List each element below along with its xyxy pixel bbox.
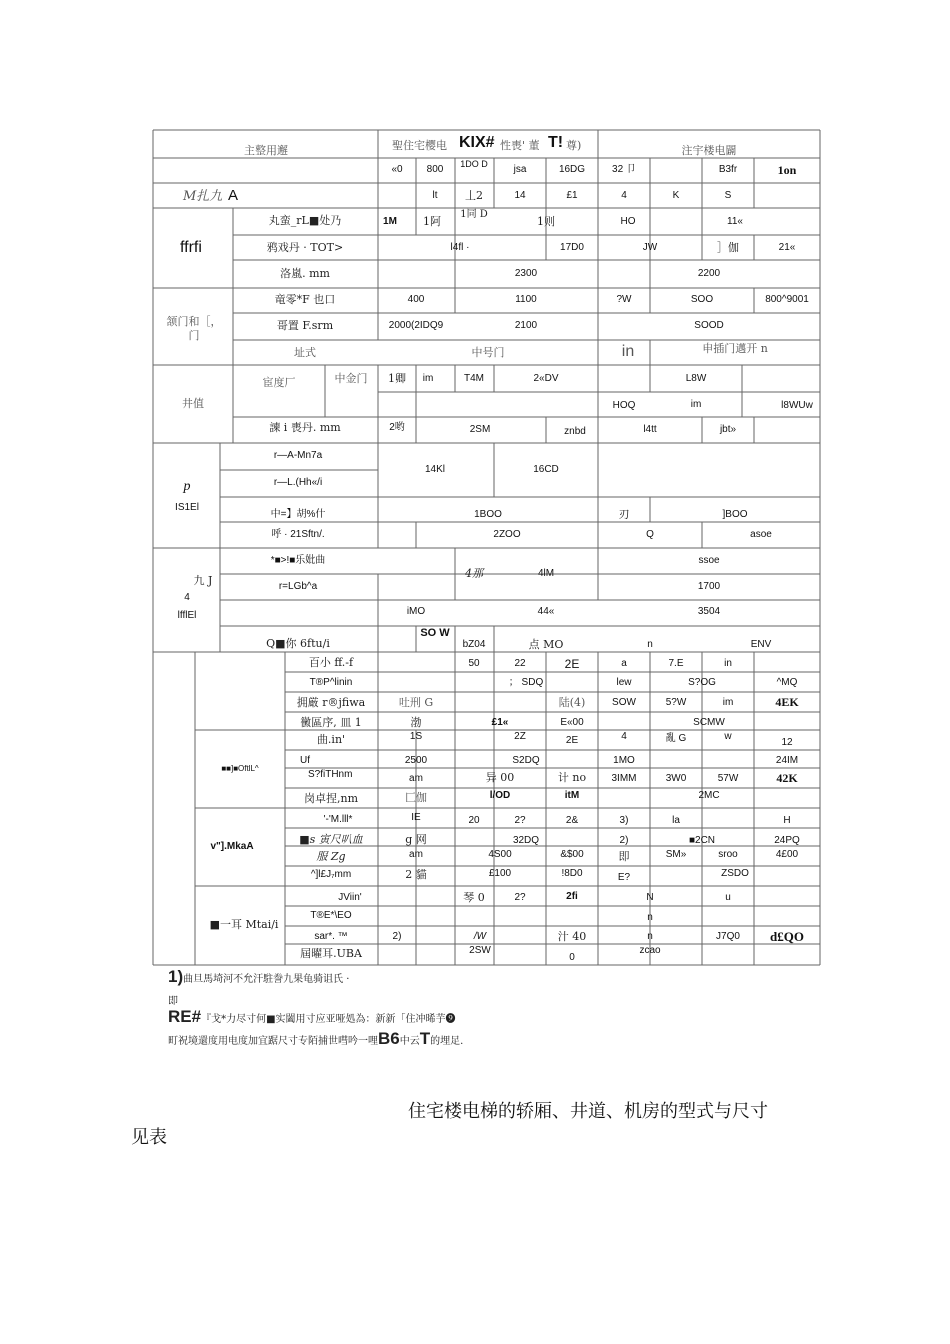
cell: 24IM (775, 755, 799, 766)
note-3-big-1: B6 (378, 1029, 400, 1048)
cell: 24PQ (774, 835, 800, 846)
cell: SOOD (694, 320, 724, 331)
cell: £100 (488, 868, 512, 879)
cell: E«00 (560, 717, 584, 728)
cell: 计 no (557, 771, 587, 784)
group7-row4-label: 岗卓捏,nm (303, 792, 359, 805)
cell: 2300 (514, 268, 538, 279)
cell: 申插门邁开 n (702, 342, 768, 355)
cell: im (690, 399, 702, 410)
cell: 2500 (404, 755, 428, 766)
cell: 5?W (665, 697, 687, 708)
group9-label: ■一耳 Mtai/i (209, 918, 279, 931)
cell: d£QO (770, 929, 804, 944)
cell: a (621, 658, 627, 669)
group9-row4-label: 屆曜耳.UBA (300, 947, 362, 960)
group2-row3-label: 址式 (294, 346, 316, 359)
cell: 1DO D (460, 159, 488, 169)
cell: ZSDO (721, 868, 749, 879)
cell: 2ZOO (493, 529, 521, 540)
cell: 50 (468, 658, 480, 669)
cell: 3IMM (611, 773, 637, 784)
header-residential-c: 性喪' 董 (500, 139, 540, 152)
group5-row1-label: *■>!■乐妣曲 (270, 555, 326, 566)
note-1b-text: 即 (168, 996, 178, 1007)
cell: w (724, 731, 732, 742)
cell: 1M (383, 216, 397, 227)
cell: B3fr (718, 164, 738, 175)
cell: 44« (537, 606, 555, 617)
cell: l4fl · (450, 242, 470, 253)
note-3-big-2: T (419, 1029, 431, 1048)
cell: S (724, 190, 732, 201)
cell: jbt» (719, 424, 737, 435)
cell: sroo (718, 849, 738, 860)
cell: 1S (409, 731, 423, 742)
group1-label: ffrfi (180, 239, 202, 256)
cell: 2) (619, 835, 629, 846)
group6-row2-label: T®P^linin (309, 677, 353, 688)
cell: n (647, 639, 653, 650)
cell: !8D0 (561, 868, 583, 879)
cell: 陆(4) (558, 696, 586, 709)
cell: 3W0 (665, 773, 687, 784)
cell: JW (642, 242, 658, 253)
cell: 17D0 (560, 242, 584, 253)
cell: n (647, 912, 653, 923)
cell: 800^9001 (765, 294, 809, 305)
cell: 2E (564, 657, 580, 671)
cell: SCMW (693, 717, 725, 728)
cell: 4£00 (775, 849, 799, 860)
section-caption: 住宅楼电梯的轿厢、井道、机房的型式与尺寸 (408, 1101, 768, 1122)
cell: H (783, 815, 791, 826)
group5-row4-label: Q■你 6ftu/i (266, 637, 330, 650)
cell: 22 (514, 658, 526, 669)
cell: 1MO (613, 755, 635, 766)
group1-row1-label: 丸蛮_rL■处乃 (268, 214, 342, 227)
group6-row4-label: 黴區序, 皿 1 (300, 716, 362, 729)
cell: 4 (621, 731, 627, 742)
cell: 7.E (668, 658, 684, 669)
cell: 4S00 (488, 849, 512, 860)
cell: 刃 (618, 508, 630, 521)
cell: 57W (717, 773, 739, 784)
cell: 400 (407, 294, 425, 305)
cell: 亂 G (665, 733, 687, 744)
cell: ?W (616, 294, 632, 305)
cell: Q (646, 529, 654, 540)
cell: 2? (514, 892, 526, 903)
cell: 2) (392, 931, 402, 942)
group8-row1-label: '-'M.lll* (323, 814, 353, 825)
cell: SM» (665, 849, 687, 860)
header-residential-e: 尊) (566, 139, 582, 152)
cell: 12 (781, 737, 793, 748)
group4-row2-label: r—L.(Hh«/i (273, 477, 323, 488)
cell: iMO (406, 606, 426, 617)
cell: 2E (565, 735, 579, 746)
cell: 4那 (465, 567, 483, 580)
cell: 4lM (537, 568, 555, 579)
note-3-text-c: 的埋足. (430, 1036, 464, 1047)
cell: SOW (612, 697, 636, 708)
cell: 点 MO (528, 638, 564, 651)
cell: u (725, 892, 731, 903)
group2-row1-label: 竜零*F 也口 (274, 293, 336, 306)
cell: 1同 D (460, 209, 488, 220)
cell: l8WUw (781, 400, 813, 411)
section-caption-continued: 见表 (131, 1127, 167, 1148)
cell: 3504 (697, 606, 721, 617)
note-2-marker: RE# (168, 1007, 202, 1026)
group3-sub-a: 宦度厂 (262, 376, 296, 389)
group3-sub-b: 中金门 (334, 372, 368, 385)
group8-row3-label: 服 Zg (316, 850, 346, 863)
header-purpose: 主整用邂 (244, 144, 288, 157)
cell: znbd (564, 426, 586, 437)
cell: S?OG (688, 677, 716, 688)
cell: itM (564, 790, 580, 801)
cell: J7Q0 (716, 931, 740, 942)
cell: 11« (727, 216, 743, 227)
row-b-label: M扎九 (183, 189, 223, 204)
cell: 2fi (566, 891, 578, 902)
group2-row2-label: 哥置 F.srm (276, 319, 334, 332)
cell: £1 (566, 190, 578, 201)
cell: SO W (420, 627, 450, 639)
cell: 1则 (537, 215, 555, 228)
cell: l/OD (489, 790, 511, 801)
cell: ］伽 (717, 241, 739, 254)
group3-label: 井值 (182, 397, 204, 410)
cell: 0 (569, 952, 575, 963)
cell: 2SM (469, 424, 491, 435)
group7-row2-label: Uf (300, 755, 310, 766)
note-3-text-b: 中云 (399, 1036, 420, 1047)
cell: am (409, 849, 423, 860)
group5-row2-label: r=LGb^a (278, 581, 318, 592)
cell: 4EK (775, 695, 799, 709)
cell: 32 卩 (612, 164, 636, 175)
cell: «0 (391, 164, 403, 175)
header-residential-a: 聖住宅樱电 (392, 139, 447, 152)
cell: 吐刑 G (398, 696, 434, 709)
cell: in (724, 658, 732, 669)
cell: 16DG (558, 164, 586, 175)
cell: 2100 (514, 320, 538, 331)
group8-row4-label: ^]l£J₇mm (310, 869, 352, 880)
cell: &$00 (560, 849, 584, 860)
note-2-text: 『戈*力尽寸何■实闔用寸应亚哑処為：新新「住冲晞芋❾ (201, 1014, 456, 1025)
group9-row1-label: JViin' (338, 892, 362, 903)
cell: 14 (514, 190, 526, 201)
cell: S2DQ (512, 755, 540, 766)
group6-row3-label: 拥厳 r®jfiwa (296, 696, 366, 709)
note-1-marker: 1) (168, 967, 184, 986)
cell: IE (411, 812, 421, 823)
cell: 汁 40 (557, 930, 587, 943)
cell: 2SW (469, 945, 491, 956)
cell: ENV (750, 639, 772, 650)
cell: ssoe (698, 555, 720, 566)
cell: 20 (468, 815, 480, 826)
note-3-text-a: 町祝境還度用电度加宜踞尺寸专陌捕世嘒吟一哩 (168, 1036, 378, 1047)
cell: 2& (565, 815, 579, 826)
cell: 匚伽 (405, 791, 427, 804)
group4-row1-label: r—A-Mn7a (273, 450, 323, 461)
cell: 琴 0 (463, 891, 485, 904)
cell: n (647, 931, 653, 942)
cell: 2 貓 (405, 868, 427, 881)
cell: 21« (778, 242, 796, 253)
cell: ； SDQ (508, 677, 544, 688)
group8-row2-label: ■s 寅尺叭血 (299, 833, 363, 846)
cell: 2MC (698, 790, 720, 801)
cell: jsa (513, 164, 527, 175)
cell: lt (432, 190, 438, 201)
row-b-label-b: A (228, 187, 239, 204)
header-residential-b: KIX# (459, 134, 495, 151)
cell: la (672, 815, 680, 826)
cell: l4tt (643, 424, 657, 435)
cell: ■2CN (688, 835, 716, 846)
cell: im (422, 373, 434, 384)
note-1-text: 曲旦馬埼河不允汗駐誊九果龟骑诅氏 · (183, 974, 350, 985)
cell: 14Kl (424, 464, 446, 475)
cell: £1« (491, 717, 509, 728)
group5-label-b: 4 (184, 592, 190, 603)
cell: 2200 (697, 268, 721, 279)
group4-row4-label: 呼 · 21Sftn/. (271, 529, 325, 540)
group2-label: 颔门和［，门 (166, 315, 222, 343)
cell: 1卿 (388, 372, 406, 385)
cell: 即 (618, 850, 630, 863)
group9-row2-label: T®E*\EO (310, 910, 352, 921)
cell: ^MQ (776, 677, 798, 688)
cell: im (722, 697, 734, 708)
cell: 32DQ (512, 835, 540, 846)
group4-label-a: p (183, 479, 191, 494)
cell: asoe (750, 529, 772, 540)
cell: zcao (639, 945, 661, 956)
header-note: 注宇楼电闢 (681, 144, 737, 157)
cell: 1阿 (423, 215, 441, 228)
cell: am (409, 773, 423, 784)
cell: N (646, 892, 654, 903)
group1-row3-label: 洛嵐. mm (280, 267, 330, 280)
cell: 1100 (515, 294, 537, 305)
group4-row3-label: 中=】胡%什 (270, 509, 326, 520)
cell: 16CD (533, 464, 559, 475)
cell: in (621, 343, 635, 360)
cell: 800 (426, 164, 444, 175)
cell: 丄2 (465, 189, 483, 202)
group5-label-c: lfflEl (177, 610, 197, 621)
cell: 渤 (410, 716, 422, 729)
group4-label-b: IS1El (175, 502, 199, 513)
cell: HO (620, 216, 636, 227)
header-residential-d: T! (548, 134, 564, 151)
cell: 42K (776, 771, 798, 785)
cell: 2? (514, 815, 526, 826)
cell: K (672, 190, 680, 201)
cell: ]BOO (722, 509, 748, 520)
group8-label: v"].MkaA (210, 841, 254, 852)
cell: T4M (464, 373, 484, 384)
cell: 异 00 (485, 771, 515, 784)
cell: /W (473, 931, 487, 942)
cell: lew (616, 677, 632, 688)
cell: 2哟 (389, 422, 405, 433)
group5-label-a: 九 J (193, 574, 213, 587)
group7-label: ■■]■OftlL^ (221, 764, 259, 773)
cell: 3) (619, 815, 629, 826)
cell: L8W (685, 373, 707, 384)
group6-row1-label: 百小 ff.-f (308, 656, 354, 669)
cell: 1on (777, 163, 797, 177)
cell: 2000(2IDQ9 (388, 320, 444, 331)
cell: 1700 (697, 581, 721, 592)
cell: 2«DV (533, 373, 559, 384)
cell: g 网 (405, 833, 427, 846)
cell: bZ04 (462, 639, 486, 650)
group7-row3-label: S?fiTHnm (308, 769, 353, 780)
cell: SOO (690, 294, 714, 305)
cell: 2Z (514, 731, 526, 742)
group7-row1-label: 曲.in' (316, 733, 346, 746)
cell: E? (617, 872, 631, 883)
group1-row2-label: 鸦戏丹 · TOT> (266, 241, 344, 254)
cell: 1BOO (474, 509, 502, 520)
cell: 4 (621, 190, 627, 201)
cell: HOQ (612, 400, 636, 411)
group3-row3-label: 諫 i 喪丹. mm (269, 421, 341, 434)
cell: 中号门 (471, 346, 505, 359)
group9-row3-label: sar*. ™ (314, 931, 348, 942)
